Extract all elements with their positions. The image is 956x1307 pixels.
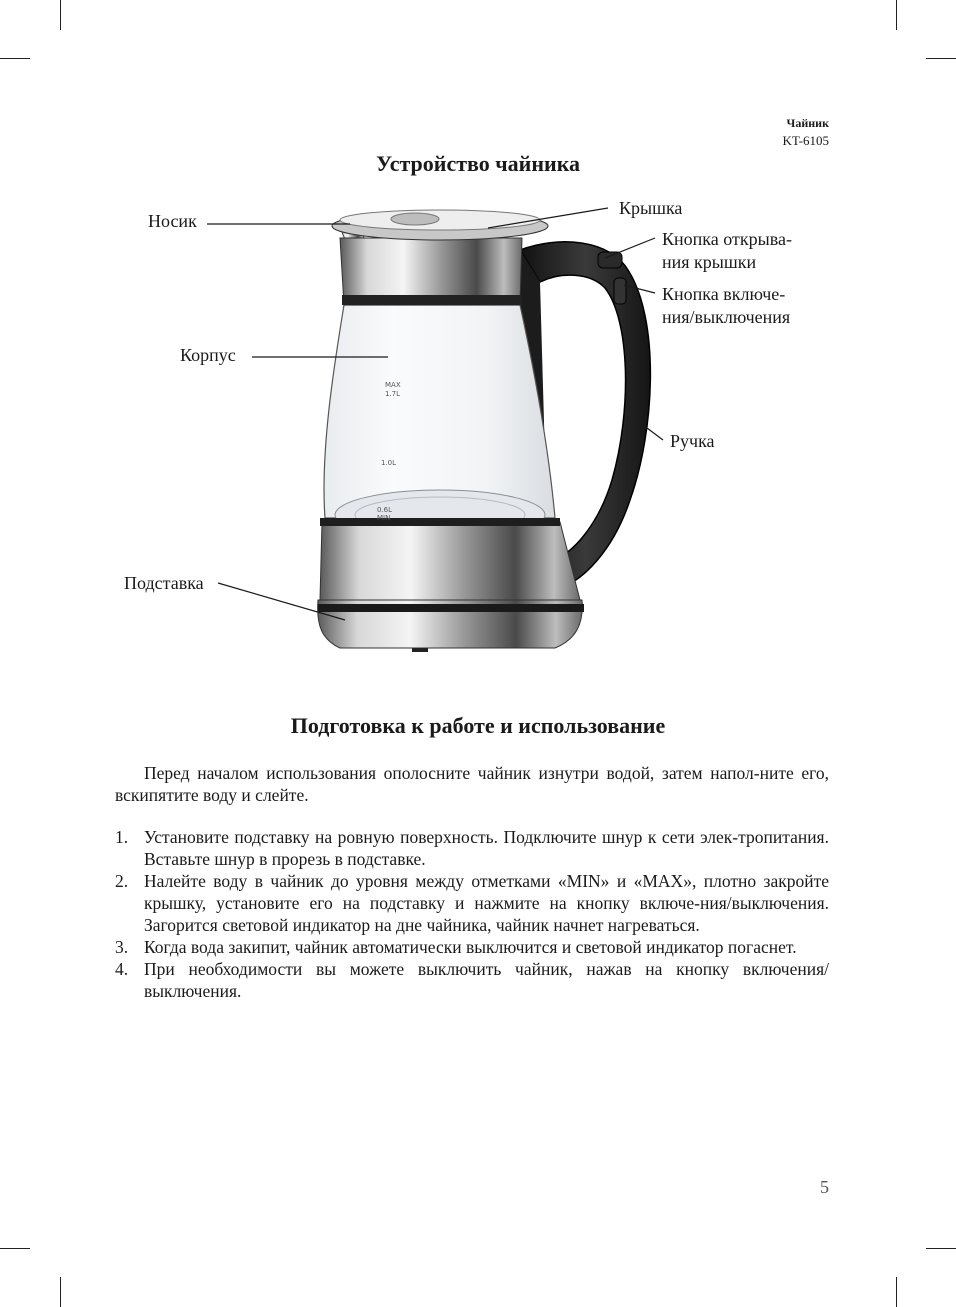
base-ring xyxy=(318,604,584,612)
lid-vent xyxy=(391,213,439,225)
scale-max-volume: 1.7L xyxy=(385,390,401,398)
header-model: KT-6105 xyxy=(782,133,829,148)
lid-top xyxy=(340,210,540,230)
scale-min: MIN xyxy=(377,514,391,522)
crop-mark xyxy=(896,1277,897,1307)
list-item xyxy=(115,870,829,936)
label-spout: Носик xyxy=(148,211,197,231)
power-button-shape xyxy=(614,278,626,304)
section-title-device: Устройство чайника xyxy=(375,151,581,176)
scale-mid-volume: 1.0L xyxy=(381,459,397,467)
step-number: 4. xyxy=(115,959,129,979)
lower-ring xyxy=(320,518,560,526)
section-title-usage: Подготовка к работе и использование xyxy=(290,713,666,738)
label-power-button-line2: ния/выключения xyxy=(662,307,791,327)
leader-lid-button xyxy=(605,238,655,258)
glass-body xyxy=(324,305,555,518)
list-item xyxy=(115,826,829,870)
page-number: 5 xyxy=(820,1177,829,1197)
scale-max: MAX xyxy=(385,381,401,389)
base-foot xyxy=(412,648,428,652)
collar-band xyxy=(342,295,522,305)
step-text: Налейте воду в чайник до уровня между отметками «MIN» и «MAX», плотно закройте крышку, установите его на подставку и нажмите на кнопку включе-ния/выключения. Загорится световой индикатор на дне чайника, чайник начнет нагреваться. xyxy=(144,871,829,935)
lid-open-button-shape xyxy=(598,252,622,268)
label-body: Корпус xyxy=(180,345,236,365)
label-handle: Ручка xyxy=(670,431,715,451)
scale-min-volume: 0.6L xyxy=(377,506,393,514)
label-lid-button-line1: Кнопка открыва- xyxy=(662,229,792,249)
label-power-button-line1: Кнопка включе- xyxy=(662,284,786,304)
label-lid: Крышка xyxy=(619,198,683,218)
top-collar xyxy=(340,238,522,305)
step-number: 2. xyxy=(115,871,129,891)
step-text: Когда вода закипит, чайник автоматически выключится и световой индикатор погаснет. xyxy=(144,937,797,957)
list-item xyxy=(115,958,829,1002)
label-lid-button xyxy=(662,228,792,274)
intro-paragraph: Перед началом использования ополосните чайник изнутри водой, затем напол-ните его, вскипятите воду и слейте. xyxy=(115,763,829,805)
step-number: 3. xyxy=(115,937,129,957)
header-product: Чайник xyxy=(786,116,829,130)
crop-mark xyxy=(926,1248,956,1249)
steps-list xyxy=(115,826,829,1002)
label-lid-button-line2: ния крышки xyxy=(662,252,757,272)
step-text: Установите подставку на ровную поверхность. Подключите шнур к сети элек-тропитания. Вставьте шнур в прорезь в подставке. xyxy=(144,827,829,869)
step-text: При необходимости вы можете выключить чайник, нажав на кнопку включения/выключения. xyxy=(144,959,829,1001)
list-item xyxy=(115,936,829,958)
crop-mark xyxy=(0,1248,30,1249)
crop-mark xyxy=(60,1277,61,1307)
label-base: Подставка xyxy=(124,573,204,593)
lower-band xyxy=(320,522,580,600)
step-number: 1. xyxy=(115,827,129,847)
label-power-button xyxy=(662,283,790,329)
